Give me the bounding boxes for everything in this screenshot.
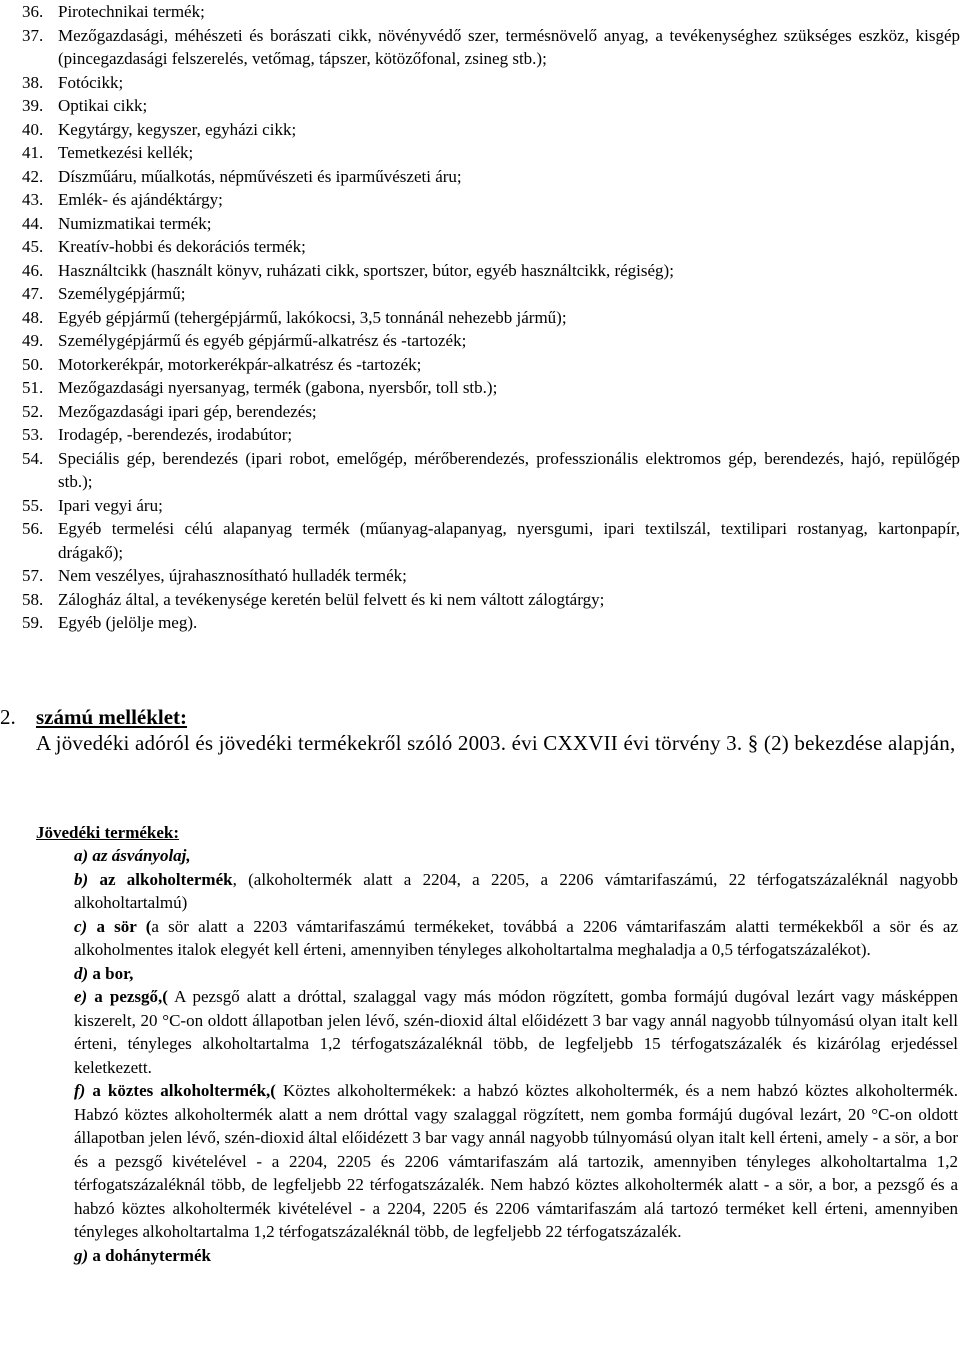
- list-item-number: 55.: [22, 495, 44, 515]
- list-item-text: Egyéb gépjármű (tehergépjármű, lakókocsi, 3,5 tonnánál nehezebb jármű);: [58, 307, 567, 327]
- excise-item-g: [74, 1244, 958, 1268]
- item-g-bold: a dohánytermék: [92, 1245, 211, 1265]
- list-item: [22, 118, 960, 142]
- list-item-number: 37.: [22, 25, 44, 45]
- annex-title: számú melléklet:: [36, 705, 188, 729]
- item-e-label: e): [74, 987, 88, 1006]
- list-item-number: 49.: [22, 331, 44, 350]
- list-item: [22, 212, 960, 236]
- list-item-text: Fotócikk;: [58, 72, 124, 92]
- list-item-number: 48.: [22, 307, 44, 327]
- list-item-text: Kreatív-hobbi és dekorációs termék;: [58, 237, 306, 256]
- list-item: [22, 306, 960, 330]
- list-item: [22, 71, 960, 95]
- list-item-number: 42.: [22, 166, 44, 186]
- excise-item-f: [74, 1079, 958, 1244]
- excise-title: Jövedéki termékek:: [36, 823, 180, 842]
- excise-item-c: [74, 915, 958, 962]
- item-b-bold: az alkoholtermék: [99, 869, 233, 889]
- list-item: [22, 0, 960, 24]
- annex-subtitle: A jövedéki adóról és jövedéki termékekről szóló 2003. évi CXXVII évi törvény 3. § (2) bekezdése alapján,: [36, 731, 956, 755]
- list-item: [22, 235, 960, 259]
- item-f-text: Köztes alkoholtermékek: a habzó köztes alkoholtermék, és a nem habzó köztes alkoholtermék. Habzó köztes alkoholtermék alatt a nem dróttal vagy szalaggal rögzített, nem gomba formájú dugóval lezárt, 20 °C-on oldott állapotban jelen lévő, szén-dioxid által előidézett 3 bar vagy annál nagyobb túlnyomású olyan italt kell érteni, amely - a sör, a bor és a pezsgő kivételével - a 2204, 2205 és 2206 vámtarifaszám alá tartozik, amennyiben tényleges alkoholtartalma 1,2 térfogatszázaléknál több, de legfeljebb 22 térfogatszázalék. Nem habzó köztes alkoholtermék alatt - a sör, a bor, a pezsgő és a habzó köztes alkoholtermék kivételével - a 2204, 2205 és 2206 vámtarifaszám alá tartozó terméket kell érteni, amennyiben tényleges alkoholtartalma 1,2 térfogatszázaléknál több, de legfeljebb 22 térfogatszázalék.: [74, 1081, 958, 1241]
- list-item-text: Mezőgazdasági nyersanyag, termék (gabona, nyersbőr, toll stb.);: [58, 378, 498, 397]
- list-item: [22, 24, 960, 71]
- item-c-label: c): [74, 916, 88, 936]
- list-item: [22, 447, 960, 494]
- list-item-number: 46.: [22, 260, 44, 280]
- list-item: [22, 353, 960, 377]
- list-item: [22, 588, 960, 612]
- list-item-number: 38.: [22, 72, 44, 92]
- list-item: [22, 564, 960, 588]
- list-item-text: Nem veszélyes, újrahasznosítható hulladék termék;: [58, 566, 407, 585]
- item-b-label: b): [74, 869, 89, 889]
- item-d-bold: a bor,: [92, 963, 134, 983]
- list-item: [22, 165, 960, 189]
- list-item: [22, 423, 960, 447]
- list-item: [22, 94, 960, 118]
- list-item-text: Irodagép, -berendezés, irodabútor;: [58, 425, 293, 444]
- list-item-text: Használtcikk (használt könyv, ruházati cikk, sportszer, bútor, egyéb használtcikk, régiség);: [58, 260, 674, 280]
- list-item-text: Egyéb (jelölje meg).: [58, 613, 198, 632]
- list-item-text: Egyéb termelési célú alapanyag termék (műanyag-alapanyag, nyersgumi, ipari textilszál, textilipari rostanyag, kartonpapír, drágakő);: [58, 519, 960, 562]
- list-item-number: 57.: [22, 566, 44, 585]
- list-item-number: 47.: [22, 284, 44, 303]
- item-d-label: d): [74, 963, 89, 983]
- list-item: [22, 259, 960, 283]
- list-item-number: 39.: [22, 96, 44, 115]
- list-item-number: 56.: [22, 519, 44, 538]
- list-item-number: 40.: [22, 119, 44, 139]
- list-item-text: Temetkezési kellék;: [58, 143, 194, 162]
- list-item-text: Pirotechnikai termék;: [58, 2, 205, 21]
- list-item-number: 50.: [22, 354, 44, 374]
- list-item-text: Mezőgazdasági, méhészeti és borászati cikk, növényvédő szer, termésnövelő anyag, a tevékenységhez szükséges eszköz, kisgép (pincegazdasági felszerelés, vetőmag, tápszer, kötözőfonal, zsineg stb.);: [58, 25, 960, 68]
- list-item-number: 52.: [22, 401, 44, 421]
- list-item-text: Emlék- és ajándéktárgy;: [58, 190, 223, 209]
- list-item-text: Mezőgazdasági ipari gép, berendezés;: [58, 401, 317, 421]
- list-item: [22, 494, 960, 518]
- item-e-bold: a pezsgő,(: [94, 987, 168, 1006]
- list-item-number: 44.: [22, 213, 44, 233]
- list-item-number: 54.: [22, 448, 44, 468]
- excise-item-e: [74, 985, 958, 1079]
- list-item: [22, 329, 960, 353]
- list-item: [22, 517, 960, 564]
- list-item-text: Numizmatikai termék;: [58, 213, 212, 233]
- list-item-number: 58.: [22, 589, 44, 609]
- list-item-number: 41.: [22, 143, 44, 162]
- excise-item-b: [74, 868, 958, 915]
- list-item-text: Díszműáru, műalkotás, népművészeti és iparművészeti áru;: [58, 166, 462, 186]
- list-item: [22, 141, 960, 165]
- list-item-number: 59.: [22, 613, 44, 632]
- product-list: [22, 0, 960, 635]
- excise-item-a: [74, 844, 958, 868]
- list-item: [22, 188, 960, 212]
- list-item-number: 36.: [22, 2, 44, 21]
- item-b-text: , (alkoholtermék alatt a 2204, a 2205, a 2206 vámtarifaszámú, 22 térfogatszázaléknál nagyobb alkoholtartalmú): [74, 869, 959, 912]
- excise-item-d: [74, 962, 958, 986]
- list-item-text: Motorkerékpár, motorkerékpár-alkatrész és -tartozék;: [58, 354, 422, 374]
- item-f-bold: a köztes alkoholtermék,(: [92, 1081, 276, 1100]
- annex-section: [0, 705, 960, 756]
- item-e-text: A pezsgő alatt a dróttal, szalaggal vagy más módon rögzített, gomba formájú dugóval lezárt vagy másképpen kiszerelt, 20 °C-on oldott állapotban jelen lévő, szén-dioxid által előidézett 3 bar vagy annál nagyobb túlnyomású olyan italt kell érteni, tényleges alkoholtartalma 1,2 térfogatszázaléknál több, de legfeljebb 15 térfogatszázalék és kizárólag erjedéssel keletkezett.: [74, 987, 959, 1077]
- list-item-text: Személygépjármű és egyéb gépjármű-alkatrész és -tartozék;: [58, 331, 467, 350]
- list-item-text: Ipari vegyi áru;: [58, 495, 163, 515]
- list-item: [22, 611, 960, 635]
- list-item-number: 51.: [22, 378, 44, 397]
- list-item-number: 53.: [22, 425, 44, 444]
- item-c-bold: a sör (: [96, 916, 152, 936]
- list-item: [22, 400, 960, 424]
- item-f-label: f): [74, 1081, 86, 1100]
- list-item: [22, 376, 960, 400]
- list-item: [22, 282, 960, 306]
- list-item-number: 43.: [22, 190, 44, 209]
- annex-number: 2.: [0, 705, 16, 729]
- list-item-text: Zálogház által, a tevékenysége keretén belül felvett és ki nem váltott zálogtárgy;: [58, 589, 605, 609]
- list-item-text: Kegytárgy, kegyszer, egyházi cikk;: [58, 119, 297, 139]
- list-item-text: Optikai cikk;: [58, 96, 148, 115]
- excise-products: [36, 821, 958, 1267]
- item-a-text: a) az ásványolaj,: [74, 846, 191, 865]
- item-g-label: g): [74, 1245, 89, 1265]
- list-item-text: Személygépjármű;: [58, 284, 186, 303]
- annex-heading: [0, 705, 960, 730]
- list-item-number: 45.: [22, 237, 44, 256]
- list-item-text: Speciális gép, berendezés (ipari robot, emelőgép, mérőberendezés, professzionális elektromos gép, berendezés, hajó, repülőgép stb.);: [58, 448, 960, 491]
- item-c-text: a sör alatt a 2203 vámtarifaszámú termékeket, továbbá a 2206 vámtarifaszám alatti termékekből a sör és az alkoholmentes italok elegyét kell érteni, amennyiben tényleges alkoholtartalma meghaladja a 0,5 térfogatszázalékot).: [74, 916, 959, 959]
